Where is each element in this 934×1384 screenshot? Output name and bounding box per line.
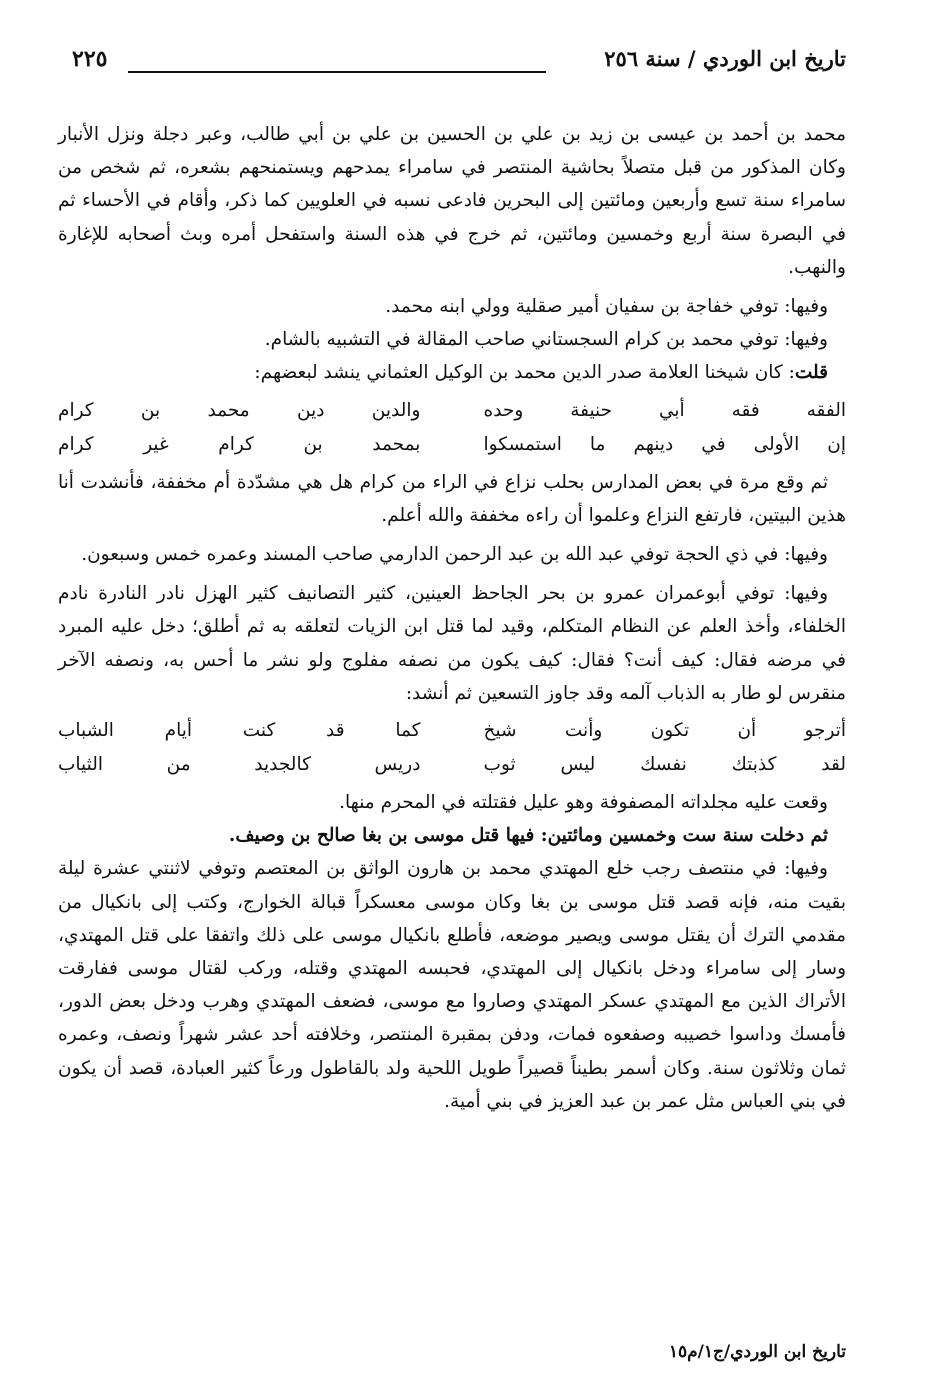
header-rule (128, 71, 546, 73)
header-title: تاريخ ابن الوردي / سنة ٢٥٦ (604, 46, 846, 71)
year-heading: ثم دخلت سنة ست وخمسين ومائتين: (540, 825, 828, 847)
paragraph: وفيها: في منتصف رجب خلع المهتدي محمد بن هارون الواثق بن المعتصم وتوفي لاثنتي عشرة ليلة بقيت منه، فإنه قصد قتل موسى بن بغا وكان موسى معسكراً قبالة الخوارج، وكتب إلى بانكيال من مقدمي الترك أن يقتل موسى ويصير موضعه، فأطلع بانكيال موسى على ذلك واتفقا على قتل المهتدي، وسار إلى سامراء ودخل بانكيال إلى المهتدي، فحبسه المهتدي وقتله، وركب لقتال موسى ففارقت الأتراك الذين مع المهتدي عسكر المهتدي وصاروا مع موسى، فضعف المهتدي وهرب ودخل بعض الدور، فأمسك وداسوا خصيبه وصفعوه فمات، ودفن بمقبرة المنتصر، وخلافته أحد عشر شهراً ونصف، وعمره ثمان وثلاثون سنة. وكان أسمر بطيناً قصيراً طويل اللحية ولد بالقاطول ورعاً كثير العبادة، قصد أن يكون في بني العباس مثل عمر بن عبد العزيز في بني أمية. (58, 858, 846, 1112)
hemistich-first: الفقه فقه أبي حنيفة وحده (483, 399, 846, 421)
hemistich-second: بمحمد بن كرام غير كرام (58, 433, 421, 455)
verse (58, 748, 846, 782)
paragraph: وفيها: توفي أبوعمران عمرو بن بحر الجاحظ العينين، كثير التصانيف كثير الهزل نادر النادرة نادم الخلفاء، وأخذ العلم عن النظام المتكلم، وقيد لما قتل ابن الزيات لتعلقه به ثم أطلق؛ دخل عليه المبرد في مرضه فقال: كيف أنت؟ فقال: كيف يكون من نصفه مفلوج ولو نشر ما أحس به، ونصفه الآخر منقرس لو طار به الذباب آلمه وقد جاوز التسعين ثم أنشد: (58, 583, 846, 704)
page-body (58, 118, 846, 1118)
verse (58, 428, 846, 462)
paragraph (58, 356, 846, 389)
hemistich-second: دريس كالجديد من الثياب (58, 754, 421, 776)
footer-signature: تاريخ ابن الوردي/ج١/م١٥ (668, 1342, 846, 1362)
paragraph: محمد بن أحمد بن عيسى بن زيد بن علي بن الحسين بن علي بن أبي طالب، وعبر دجلة ونزل الأنبار وكان المذكور من قبل متصلاً بحاشية المنتصر في سامراء يمدحهم ويستمنحهم بشعره، ثم شخص من سامراء سنة تسع وأربعين ومائتين إلى البحرين فادعى نسبه في العلويين كما ذكر، وأقام في الأحساء ثم في البصرة سنة أربع وخمسين ومائتين، ثم خرج في هذه السنة واستفحل أمره وبث أصحابه للإغارة والنهب. (58, 124, 846, 278)
paragraph: وقعت عليه مجلداته المصفوفة وهو عليل فقتلته في المحرم منها. (339, 792, 828, 814)
verse (58, 394, 846, 428)
poem (58, 394, 846, 462)
hemistich-first: لقد كذبتك نفسك ليس ثوب (483, 754, 846, 776)
paragraph-text: فيها قتل موسى بن بغا صالح بن وصيف. (228, 825, 541, 847)
verse (58, 714, 846, 748)
paragraph (58, 819, 846, 852)
paragraph: ثم وقع مرة في بعض المدارس بحلب نزاع في الراء من كرام هل هي مشدّدة أم مخففة، فأنشدت أنا هذين البيتين، فارتفع النزاع وعلموا أن راءه مخففة والله أعلم. (58, 471, 846, 526)
hemistich-second: والدين دين محمد بن كرام (58, 399, 421, 421)
running-header (58, 44, 846, 84)
hemistich-second: كما قد كنت أيام الشباب (58, 720, 421, 742)
book-page (58, 0, 846, 1384)
paragraph-text: : كان شيخنا العلامة صدر الدين محمد بن الوكيل العثماني ينشد لبعضهم: (254, 362, 795, 384)
page-number: ٢٢٥ (72, 46, 108, 72)
poem (58, 714, 846, 782)
paragraph: وفيها: توفي محمد بن كرام السجستاني صاحب المقالة في التشبيه بالشام. (264, 329, 828, 351)
paragraph: وفيها: توفي خفاجة بن سفيان أمير صقلية وولي ابنه محمد. (385, 296, 828, 318)
hemistich-first: أترجو أن تكون وأنت شيخ (483, 720, 846, 742)
paragraph: وفيها: في ذي الحجة توفي عبد الله بن عبد الرحمن الدارمي صاحب المسند وعمره خمس وسبعون. (81, 544, 828, 566)
hemistich-first: إن الأولى في دينهم ما استمسكوا (483, 433, 846, 455)
qultu-label: قلت (794, 362, 828, 384)
